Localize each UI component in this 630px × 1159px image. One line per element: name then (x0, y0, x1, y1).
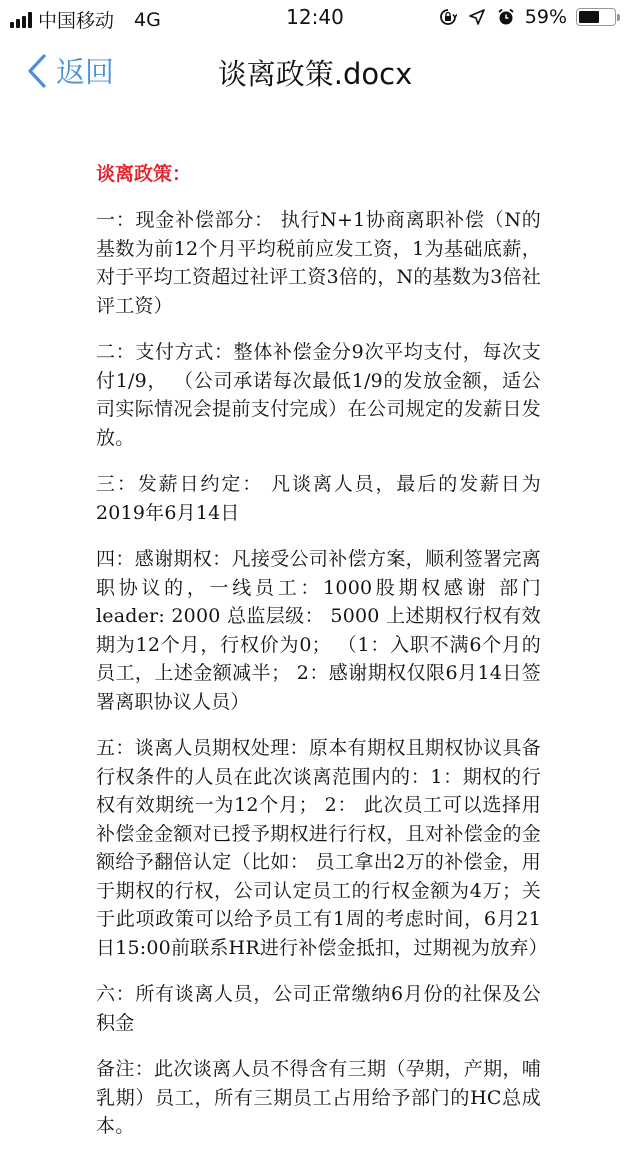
network-type: 4G (134, 8, 161, 31)
section-3-payday: 三：发薪日约定： 凡谈离人员，最后的发薪日为2019年6月14日 (96, 473, 541, 524)
section-6-social-insurance: 六：所有谈离人员，公司正常缴纳6月份的社保及公积金 (96, 983, 541, 1034)
document-heading: 谈离政策： (96, 163, 192, 185)
status-right (438, 6, 620, 28)
battery-percent: 59% (524, 6, 567, 28)
section-5-option-handling: 五：谈离人员期权处理：原本有期权且期权协议具备行权条件的人员在此次谈离范围内的：1：期权的行权有效期统一为12个月； 2： 此次员工可以选择用补偿金金额对已授予期权进行行权，且对补偿金的金额给予翻倍认定（比如： 员工拿出2万的补偿金，用于期权的行权，公司认定员工的行权金额为4万；关于此项政策可以给予员工有1周的考虑时间，6月21日15:00前联系HR进行补偿金抵扣，过期视为放弃） (96, 737, 548, 959)
alarm-icon (496, 7, 516, 27)
status-time: 12:40 (286, 5, 344, 29)
back-label: 返回 (56, 55, 115, 89)
navigation-bar (0, 34, 630, 110)
document-title: 谈离政策.docx (217, 57, 413, 91)
document-body (96, 160, 548, 1159)
status-bar (0, 0, 630, 34)
carrier-name: 中国移动 (38, 10, 115, 32)
location-arrow-icon (467, 7, 487, 27)
battery-icon (576, 8, 620, 26)
section-1-cash-compensation: 一：现金补偿部分： 执行N+1协商离职补偿（N的基数为前12个月平均税前应发工资，1为基础底薪，对于平均工资超过社评工资3倍的，N的基数为3倍社评工资） (96, 209, 541, 317)
section-2-payment-method: 二：支付方式：整体补偿金分9次平均支付，每次支付1/9， （公司承诺每次最低1/9的发放金额，适公司实际情况会提前支付完成）在公司规定的发薪日发放。 (96, 341, 541, 449)
remarks: 备注：此次谈离人员不得含有三期（孕期，产期，哺乳期）员工，所有三期员工占用给予部门的HC总成本。 (96, 1058, 541, 1137)
orientation-lock-icon (438, 7, 458, 27)
section-4-thank-you-options: 四：感谢期权：凡接受公司补偿方案，顺利签署完离职协议的，一线员工：1000股期权感谢 部门leader: 2000 总监层级： 5000 上述期权行权有效期为12个月，行权价为0； （1：入职不满6个月的员工，上述金额减半； 2：感谢期权仅限6月14日签署离职协议人员） (96, 548, 541, 713)
